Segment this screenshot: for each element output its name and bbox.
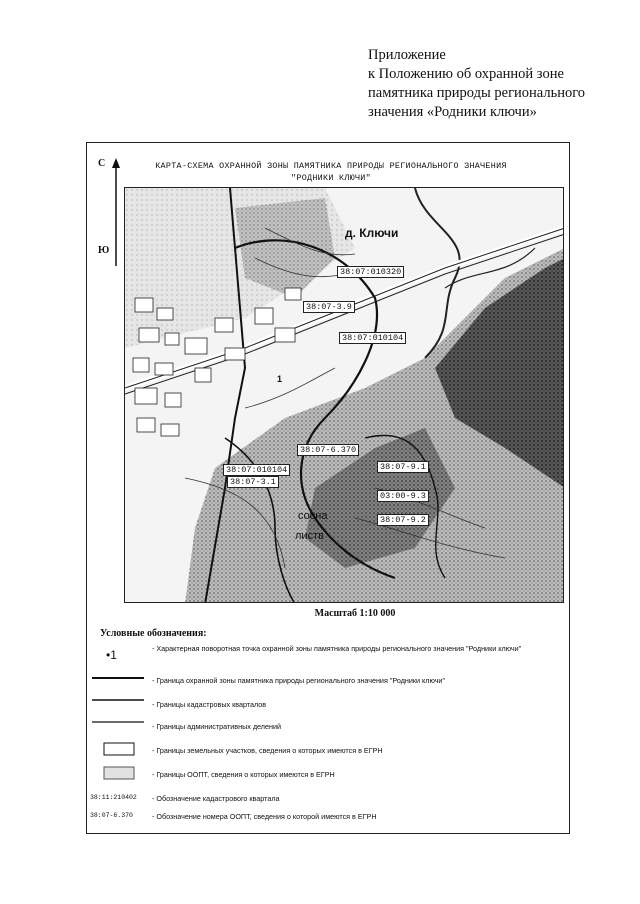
appendix-line: значения «Родники ключи» (368, 104, 537, 120)
legend-text: - Обозначение номера ООПТ, сведения о которой имеются в ЕГРН (152, 812, 377, 821)
north-arrow-icon (110, 158, 122, 268)
legend-item-boundary-point (88, 644, 558, 668)
map-title-line-1: КАРТА-СХЕМА ОХРАННОЙ ЗОНЫ ПАМЯТНИКА ПРИРОДЫ РЕГИОНАЛЬНОГО ЗНАЧЕНИЯ (155, 161, 507, 171)
scale-text: Масштаб 1:10 000 (314, 608, 396, 619)
appendix-line: памятника природы регионального (368, 85, 586, 101)
legend-symbol-oopt-code: 38:07-6.370 (90, 812, 133, 819)
north-label: С (98, 158, 106, 169)
appendix-header (368, 46, 628, 122)
legend-text: - Границы ООПТ, сведения о которых имеются в ЕГРН (152, 770, 335, 779)
legend-symbol-zone-line (88, 674, 150, 688)
legend-text: - Границы земельных участков, сведения о которых имеются в ЕГРН (152, 746, 383, 755)
legend-item-admin-boundary (88, 718, 558, 732)
oopt-label: 38:07-3.1 (227, 476, 279, 488)
legend-item-oopt (88, 766, 558, 782)
legend-item-zone-boundary (88, 674, 558, 688)
legend-text: - Границы административных делений (152, 722, 281, 731)
legend-symbol-admin-line (88, 718, 150, 732)
legend-item-cadastral-label (88, 792, 558, 806)
appendix-line: к Положению об охранной зоне (368, 66, 564, 82)
legend-item-land-plots (88, 742, 558, 758)
legend-symbol-cadastral-code: 38:11:210402 (90, 794, 137, 801)
legend-item-oopt-label (88, 810, 558, 824)
forest-label-pine: сосна (298, 510, 328, 522)
oopt-label: 38:07-9.2 (377, 514, 429, 526)
legend-symbol-land-plot (88, 742, 150, 756)
map-scale (0, 608, 640, 619)
village-label: д. Ключи (345, 226, 399, 240)
forest-label-larch: листв (295, 530, 324, 542)
map-title (96, 160, 566, 184)
cadastral-label: 38:07:010104 (339, 332, 406, 344)
legend-text: - Характерная поворотная точка охранной зоны памятника природы регионального значения "Родники ключи" (152, 644, 522, 653)
map-title-line-2: "РОДНИКИ КЛЮЧИ" (291, 173, 371, 183)
oopt-label: 38:07-3.9 (303, 301, 355, 313)
cadastral-label: 38:07:010320 (337, 266, 404, 278)
south-label: Ю (98, 245, 110, 256)
legend-text: - Обозначение кадастрового квартала (152, 794, 280, 803)
legend-symbol-oopt (88, 766, 150, 780)
legend-item-cadastral-boundary (88, 698, 558, 712)
oopt-label: 38:07-9.1 (377, 461, 429, 473)
boundary-point-label: 1 (277, 374, 283, 384)
legend-text: - Границы кадастровых кварталов (152, 700, 267, 709)
oopt-label: 38:07-6.370 (297, 444, 359, 456)
cadastral-label: 38:07:010104 (223, 464, 290, 476)
oopt-label: 03:00-9.3 (377, 490, 429, 502)
legend-title: Условные обозначения: (100, 628, 207, 639)
map-image (124, 187, 564, 603)
appendix-line: Приложение (368, 47, 446, 63)
legend-symbol-cadastral-line (88, 698, 150, 712)
legend-symbol-point: •1 (106, 648, 117, 662)
map-drawing (125, 188, 564, 603)
legend-text: - Граница охранной зоны памятника природы регионального значения "Родники ключи" (152, 676, 446, 685)
